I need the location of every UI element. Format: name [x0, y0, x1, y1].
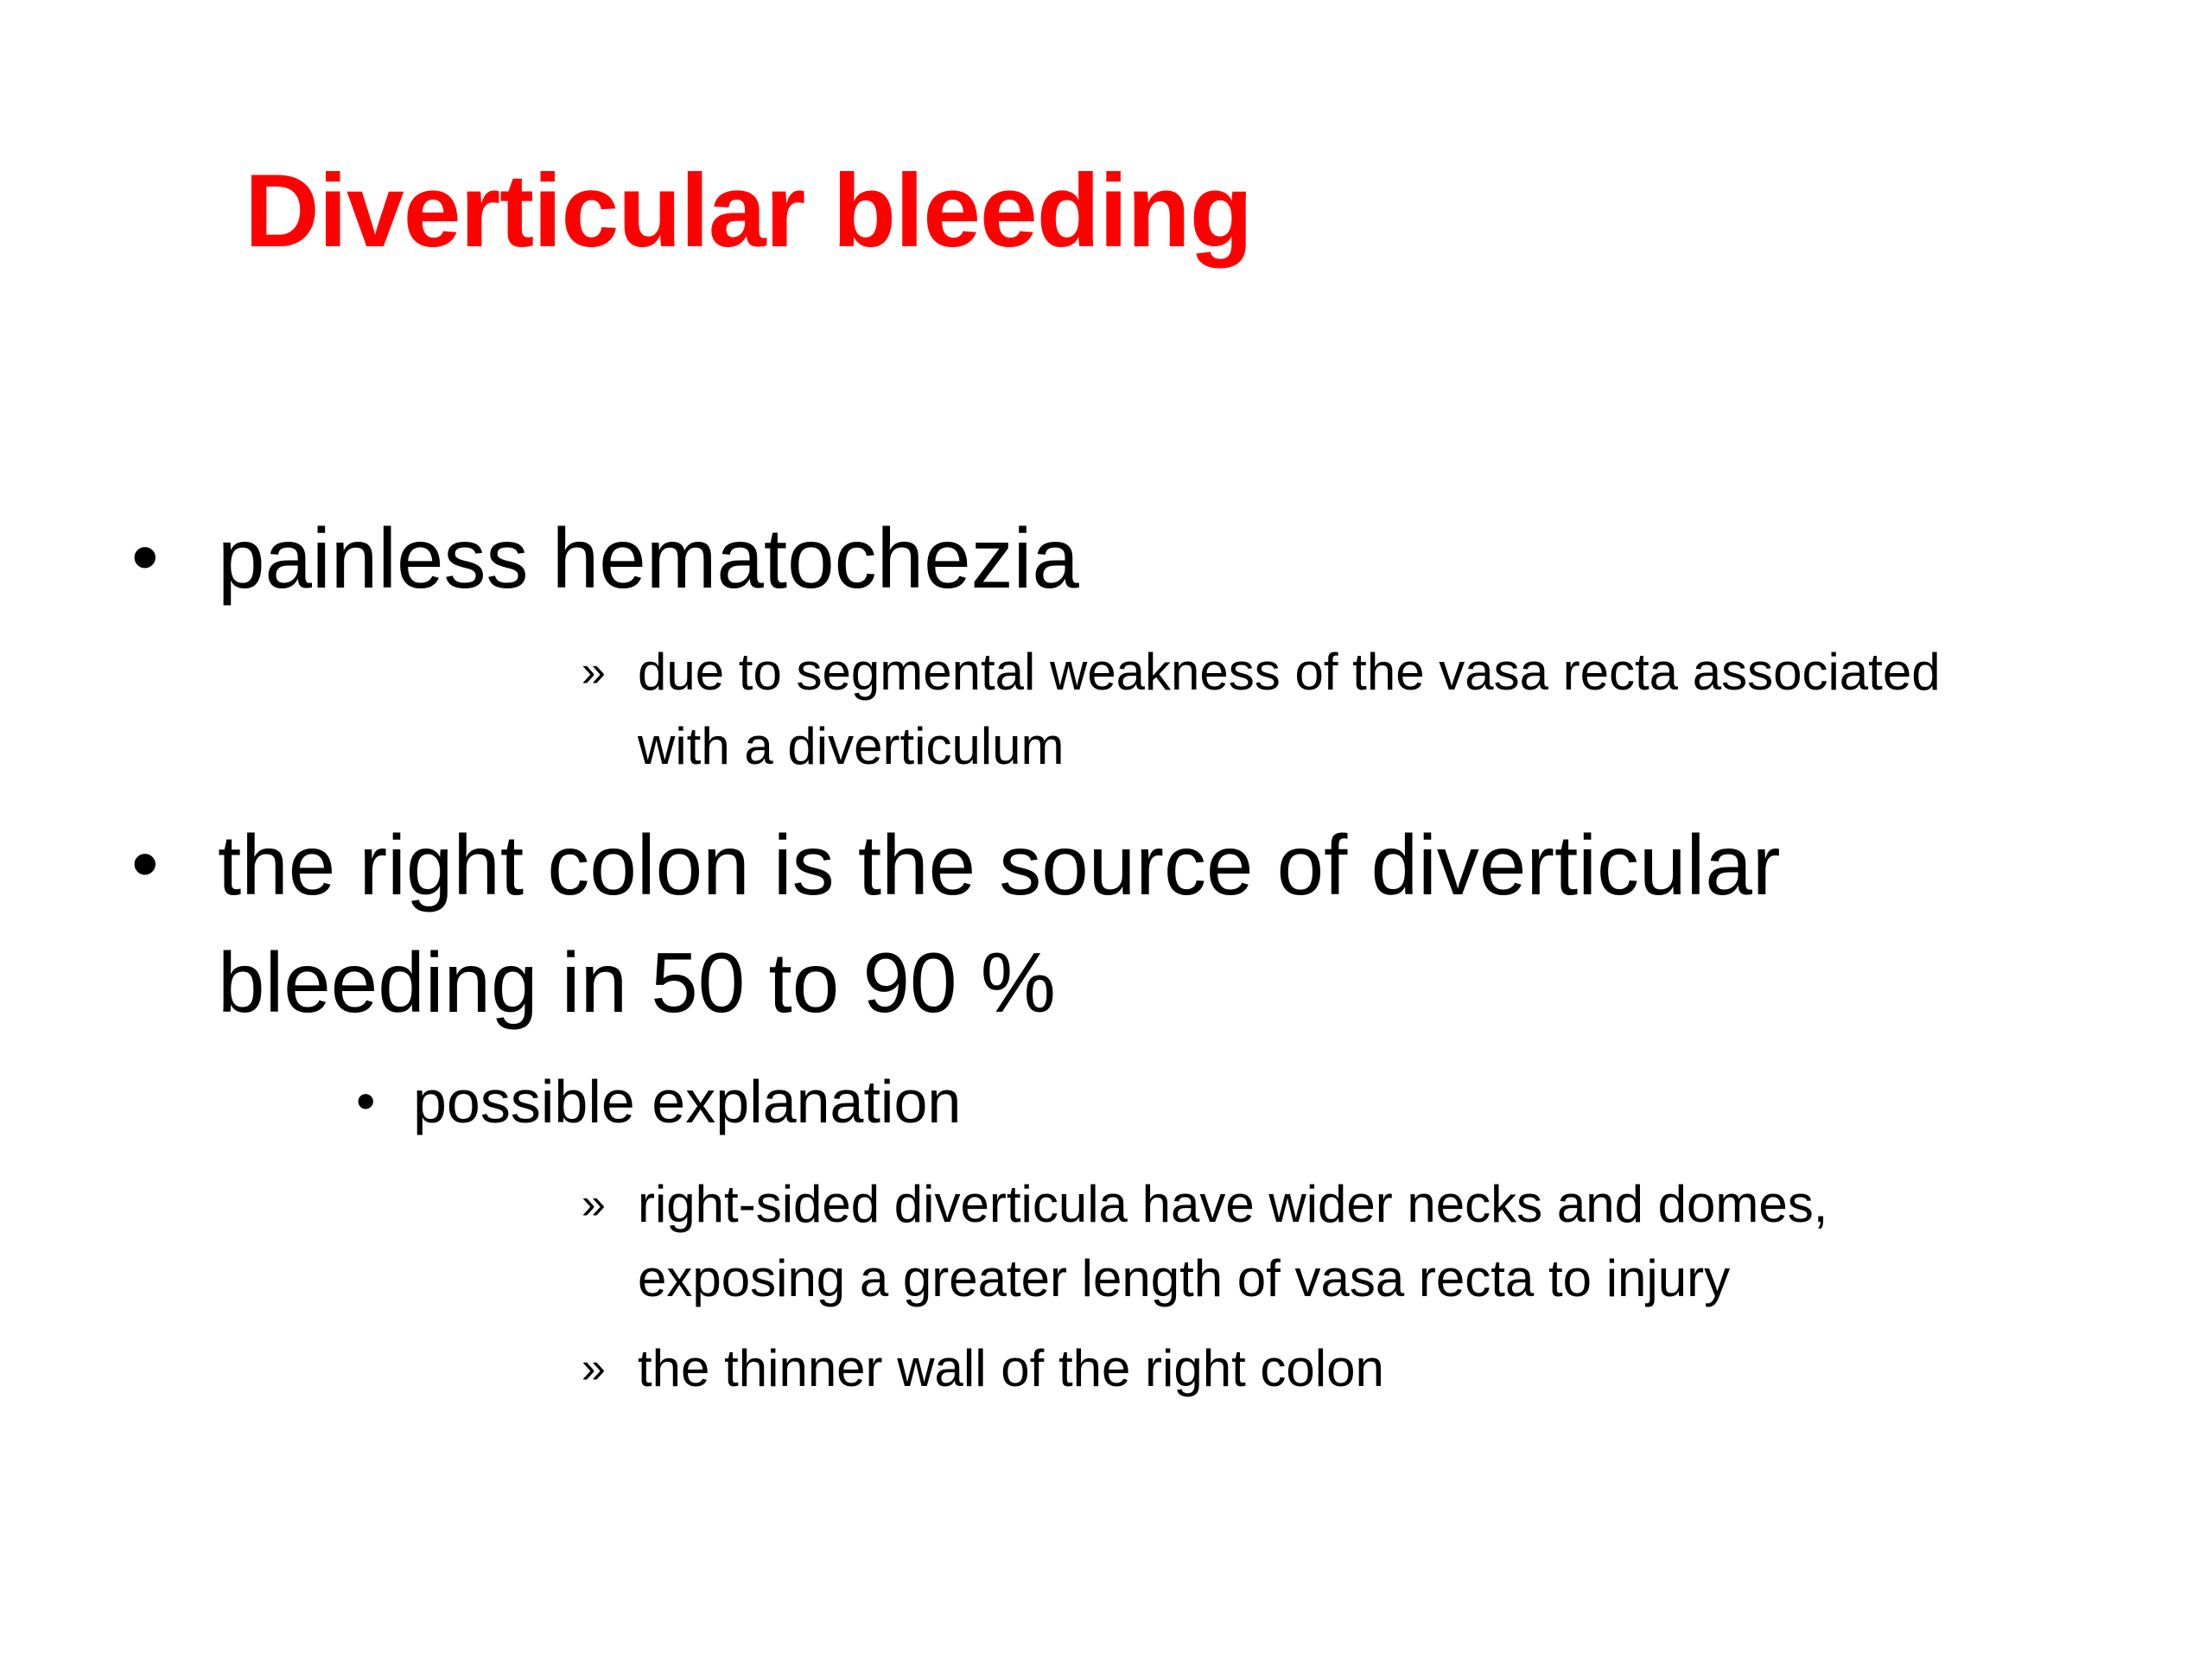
bullet-text-2-line1: the right colon is the source of diverticular	[218, 817, 1781, 912]
sub-text-2-1: possible explanation	[413, 1068, 962, 1135]
bullet-text-1: painless hematochezia	[218, 511, 1079, 606]
arrow-bullet-icon: »	[582, 647, 606, 696]
bullet-dot-icon: •	[356, 1070, 376, 1132]
sub-text-2-1-1-line2: exposing a greater length of vasa recta to injury	[638, 1249, 1731, 1307]
sub-text-2-1-2: the thinner wall of the right colon	[638, 1339, 1384, 1397]
slide-title: Diverticular bleeding	[245, 153, 1252, 269]
bullet-dot-icon: •	[131, 514, 159, 601]
sub-text-1-1-line1: due to segmental weakness of the vasa recta associated	[638, 643, 1941, 701]
sub-text-2-1-1-line1: right-sided diverticula have wider necks and domes,	[638, 1175, 1828, 1233]
bullet-dot-icon: •	[131, 821, 159, 907]
bullet-text-2-line2: bleeding in 50 to 90 %	[218, 935, 1056, 1030]
sub-text-1-1-line2: with a diverticulum	[638, 717, 1065, 775]
arrow-bullet-icon: »	[582, 1344, 606, 1392]
arrow-bullet-icon: »	[582, 1179, 606, 1228]
